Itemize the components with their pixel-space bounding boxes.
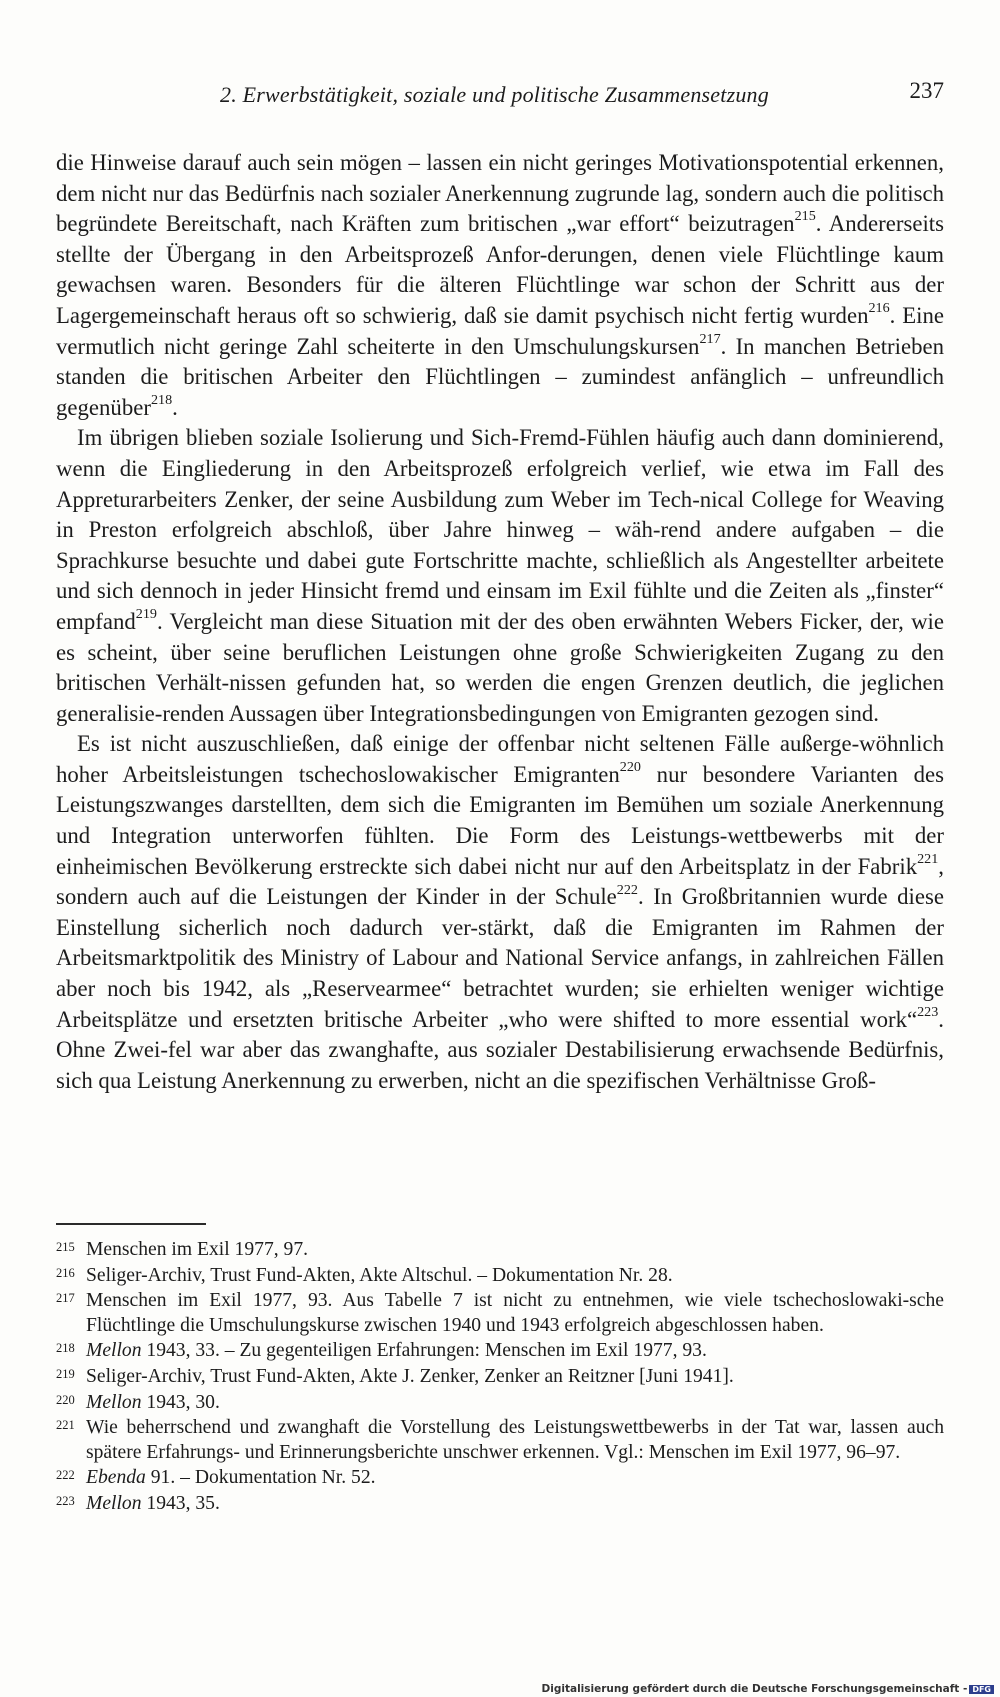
footnote-number: 219 [56,1366,75,1381]
footnote-number: 215 [56,1240,75,1254]
footnote-text: Ebenda 91. – Dokumentation Nr. 52. [86,1467,376,1489]
footnote [56,1339,944,1364]
footnote-ref[interactable]: 216 [868,300,890,317]
paragraph-3: Es ist nicht auszuschließen, daß einige der offenbar nicht seltenen Fälle außerge-wöhnlich hoher Arbeitsleistungen tschechoslowakischer Emigranten$^{220}$ nur besondere Varianten des Leistungszwanges darstellten, dem sich die Emigranten im Bemühen um soziale Anerkennung und Integration unterworfen fühlten. Die Form des Leistungs-wettbewerbs mit der einheimischen Bevölkerung erstreckte sich dabei nicht nur auf den Arbeitsplatz in der Fabrik$^{221}$, sondern auch auf die Leistungen der Kinder in der Schule$^{222}$. In Großbritannien wurde diese Einstellung sicherlich noch dadurch ver-stärkt, daß die Emigranten im Rahmen der Arbeitsmarktpolitik des Ministry of Labour and National Service anfangs, in zahlreichen Fällen aber noch bis 1942, als „Reservearmee“ betrachtet wurden; sie erhielten weniger wichtige Arbeitsplätze und ersetzten britische Arbeiter „who were shifted to more essential work“$^{223}$. Ohne Zwei-fel war aber das zwanghafte, aus sozialer Destabilisierung erwachsende Bedürfnis, sich qua Leistung Anerkennung zu erwerben, nicht an die spezifischen Verhältnisse Groß- [56,731,944,1093]
footnote-text: Mellon 1943, 35. [86,1492,220,1514]
footnote-ref[interactable]: 219 [135,606,157,623]
footnote-ref[interactable]: 222 [616,881,638,898]
footnote [56,1391,944,1416]
footnote-text: Mellon 1943, 33. – Zu gegenteiligen Erfahrungen: Menschen im Exil 1977, 93. [86,1340,707,1362]
footnote [56,1466,944,1491]
page-header [56,78,944,122]
footnote [56,1289,944,1338]
footnote-text: Menschen im Exil 1977, 93. Aus Tabelle 7 ist nicht zu entnehmen, wie viele tschechoslowaki-sche Flüchtlinge die Umschulungskurse zwischen 1940 und 1943 erfolgreich abgeschlossen haben. [86,1290,944,1336]
footnote-text: Wie beherrschend und zwanghaft die Vorstellung des Leistungswettbewerbs in der Tat war, lassen auch spätere Erfahrungs- und Erinnerungsberichte unschwer erkennen. Vgl.: Menschen im Exil 1977, 96–97. [86,1417,944,1463]
footnote-number: 223 [56,1493,75,1508]
paragraph-1: die Hinweise darauf auch sein mögen – lassen ein nicht geringes Motivationspotential erkennen, dem nicht nur das Bedürfnis nach sozialer Anerkennung zugrunde lag, sondern auch die politisch begründete Bereitschaft, nach Kräften zum britischen „war effort“ beizutragen$^{215}$. Andererseits stellte der Übergang in den Arbeitsprozeß Anfor-derungen, denen viele Flüchtlinge kaum gewachsen waren. Besonders für die älteren Flüchtlinge war schon der Schritt aus der Lagergemeinschaft heraus oft so schwierig, daß sie damit psychisch nicht fertig wurden$^{216}$. Eine vermutlich nicht geringe Zahl scheiterte in den Umschulungskursen$^{217}$. In manchen Betrieben standen die britischen Arbeiter den Flüchtlingen – zumindest anfänglich – unfreundlich gegenüber$^{218}$. [56,150,944,420]
footnote [56,1416,944,1465]
footnote-number: 216 [56,1265,75,1280]
body-text [56,148,944,1096]
page-number: 237 [909,78,944,103]
footnote [56,1238,944,1263]
footnote [56,1365,944,1390]
digitization-credit: Digitalisierung gefördert durch die Deutsche Forschungsgemeinschaft - DFG [542,1683,994,1695]
running-head: 2. Erwerbstätigkeit, soziale und politische Zusammensetzung [220,82,769,107]
footnote-text: Seliger-Archiv, Trust Fund-Akten, Akte Altschul. – Dokumentation Nr. 28. [86,1264,673,1286]
paragraph-2: Im übrigen blieben soziale Isolierung und Sich-Fremd-Fühlen häufig auch dann dominierend, wenn die Eingliederung in den Arbeitsprozeß erfolgreich verlief, wie etwa im Fall des Appreturarbeiters Zenker, der seine Ausbildung zum Weber im Tech-nical College for Weaving in Preston erfolgreich abschloß, über Jahre hinweg – wäh-rend andere aufgaben – die Sprachkurse besuchte und dabei gute Fortschritte machte, schließlich als Angestellter arbeitete und sich dennoch in jeder Hinsicht fremd und einsam im Exil fühlte und die Zeiten als „finster“ empfand$^{219}$. Vergleicht man diese Situation mit der des oben erwähnten Webers Ficker, der, wie es scheint, über seine beruflichen Leistungen ohne große Schwierigkeiten Zugang zu den britischen Verhält-nissen gefunden hat, so werden die engen Grenzen deutlich, die jeglichen generalisie-renden Aussagen über Integrationsbedingungen von Emigranten gezogen sind. [56,425,944,726]
footnote-ref[interactable]: 215 [794,208,816,225]
footnote-ref[interactable]: 221 [917,850,939,867]
footnote-rule [56,1223,206,1225]
footnote-ref[interactable]: 218 [150,392,173,409]
footnote-ref[interactable]: 223 [917,1003,939,1020]
footnote [56,1492,944,1517]
footnotes [56,1238,944,1518]
footnote-text: Mellon 1943, 30. [86,1391,220,1413]
footnote-number: 218 [56,1341,75,1356]
footnote [56,1264,944,1289]
footnote-text: Seliger-Archiv, Trust Fund-Akten, Akte J. Zenker, Zenker an Reitzner [Juni 1941]. [86,1365,734,1387]
footnote-number: 217 [56,1291,75,1306]
footnote-ref[interactable]: 220 [619,759,641,776]
footnote-number: 221 [56,1418,75,1433]
footnote-text: Menschen im Exil 1977, 97. [86,1239,309,1260]
footnote-number: 220 [56,1392,75,1407]
footnote-ref[interactable]: 217 [699,330,721,347]
dfg-logo-icon: DFG [969,1685,994,1694]
footnote-number: 222 [56,1468,75,1483]
